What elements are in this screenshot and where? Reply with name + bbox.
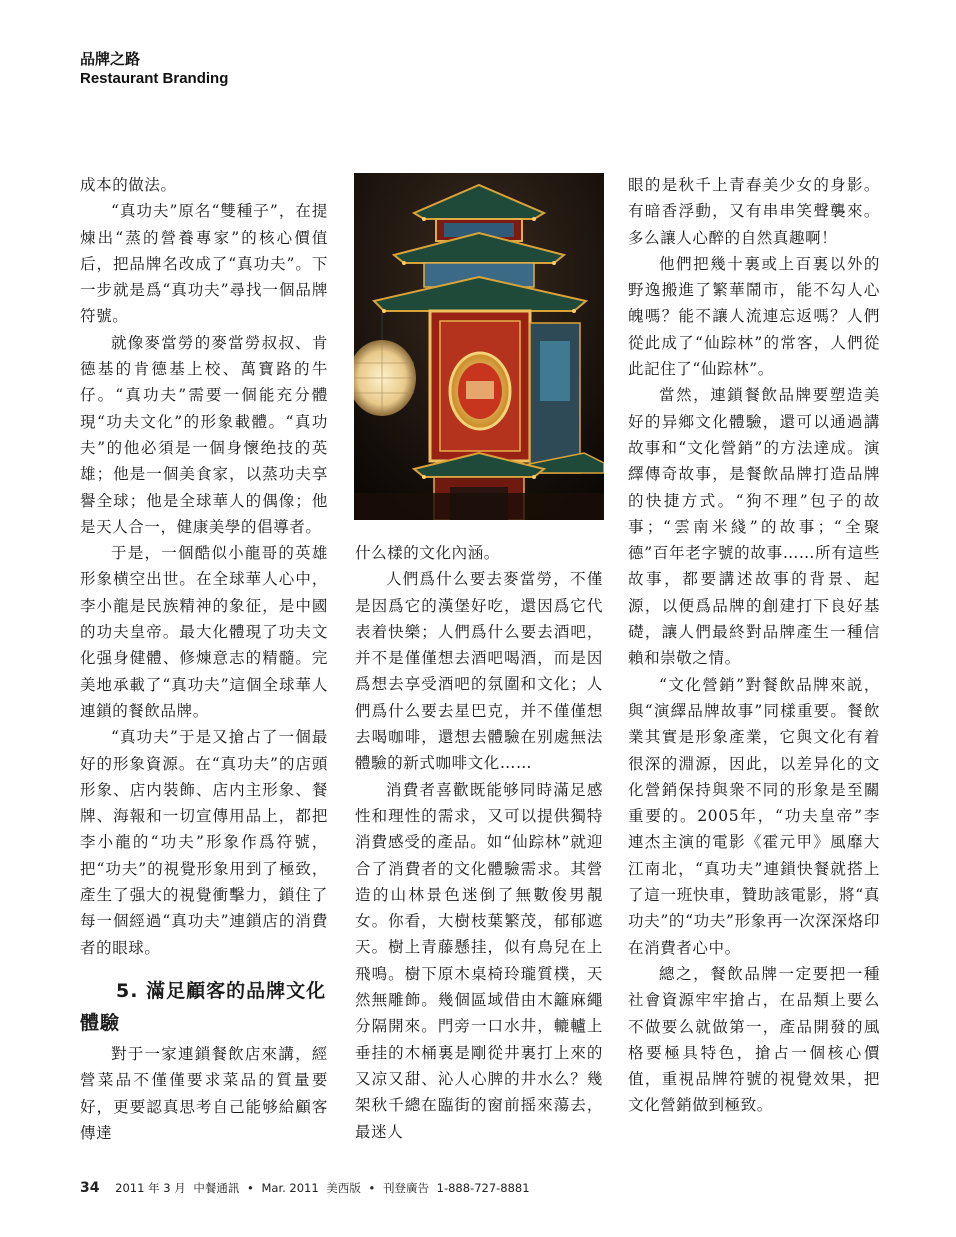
section-title-cn: 品牌之路 xyxy=(80,50,141,68)
pagoda-photo xyxy=(354,173,604,520)
paragraph: 消費者喜歡既能够同時滿足感性和理性的需求，又可以提供獨特消費感受的產品。如“仙踪林”就迎合了消費者的文化體驗需求。其營造的山林景色迷倒了無數俊男靚女。你看，大樹枝葉繁茂，郁郁遮天。樹上青藤懸挂，似有鳥兒在上飛鳴。樹下原木桌椅玲瓏質樸，天然無雕飾。幾個區域借由木籬麻繩分隔開來。門旁一口水井，轆轤上垂挂的木桶裏是剛從井裏打上來的又凉又甜、沁人心脾的井水么？幾架秋千總在臨街的窗前摇來蕩去，最迷人 xyxy=(355,780,603,1141)
footer-separator: • xyxy=(368,1181,376,1195)
paragraph: 他們把幾十裏或上百裏以外的野逸搬進了繁華鬧市，能不勾人心魄嗎？能不讓人流連忘返嗎？人們從此成了“仙踪林”的常客，人們從此記住了“仙踪林”。 xyxy=(628,254,880,379)
paragraph: 眼的是秋千上青春美少女的身影。有暗香浮動，又有串串笑聲襲來。多么讓人心醉的自然真趣啊！ xyxy=(628,176,880,247)
footer-phone: 1-888-727-8881 xyxy=(436,1181,530,1195)
footer-date-cn: 2011 年 3 月 xyxy=(115,1181,186,1195)
paragraph: “真功夫”原名“雙種子”，在提煉出“蒸的營養專家”的核心價值后，把品牌名改成了“真功夫”。下一步就是爲“真功夫”尋找一個品牌符號。 xyxy=(80,202,328,326)
pagoda-illustration xyxy=(354,173,604,520)
section-heading-text: 滿足顧客的品牌文化體驗 xyxy=(80,979,327,1034)
paragraph: 就像麥當勞的麥當勞叔叔、肯德基的肯德基上校、萬寶路的牛仔。“真功夫”需要一個能充分體現“功夫文化”的形象載體。“真功夫”的他必須是一個身懷绝技的英雄；他是一個美食家，以蒸功夫享譽全球；他是全球華人的偶像；他是天人合一，健康美學的倡導者。 xyxy=(80,333,328,536)
page-number: 34 xyxy=(80,1180,100,1196)
footer-ad-label: 刊登廣告 xyxy=(382,1181,429,1195)
text-column-2 xyxy=(355,540,603,1145)
footer-separator: • xyxy=(247,1181,254,1195)
footer-date-en: Mar. 2011 xyxy=(261,1181,319,1195)
section-title-en: Restaurant Branding xyxy=(80,70,229,87)
paragraph: 于是，一個酷似小龍哥的英雄形象横空出世。在全球華人心中，李小龍是民族精神的象征，是中國的功夫皇帝。最大化體現了功夫文化强身健體、修煉意志的精髓。完美地承載了“真功夫”這個全球華人連鎖的餐飲品牌。 xyxy=(80,544,328,720)
paragraph: 總之，餐飲品牌一定要把一種社會資源牢牢搶占，在品類上要么不做要么就做第一，產品開發的風格要極具特色，搶占一個核心價值，重視品牌符號的視覺效果，把文化營銷做到極致。 xyxy=(628,964,880,1115)
text-column-3 xyxy=(628,172,880,1119)
paragraph: 什么樣的文化內涵。 xyxy=(355,544,500,562)
section-heading xyxy=(80,975,328,1039)
paragraph: “真功夫”于是又搶占了一個最好的形象資源。在“真功夫”的店頭形象、店内裝飾、店内主形象、餐牌、海報和一切宣傳用品上，都把李小龍的“功夫”形象作爲符號，把“功夫”的視覺形象用到了極致，產生了强大的視覺衝擊力，鎖住了每一個經過“真功夫”連鎖店的消費者的眼球。 xyxy=(80,728,328,957)
paragraph: 人們爲什么要去麥當勞，不僅是因爲它的漢堡好吃，還因爲它代表着快樂；人們爲什么要去酒吧，并不是僅僅想去酒吧喝酒，而是因爲想去享受酒吧的氛圍和文化；人們爲什么要去星巴克，并不僅僅想去喝咖啡，還想去體驗在别處無法體驗的新式咖啡文化…… xyxy=(355,570,603,773)
text-column-1 xyxy=(80,172,328,1146)
section-number: 5. xyxy=(116,979,139,1002)
footer-edition: 美西版 xyxy=(326,1181,361,1195)
paragraph: “文化營銷”對餐飲品牌來説，與“演繹品牌故事”同樣重要。餐飲業其實是形象產業，它與文化有着很深的淵源，因此，以差异化的文化營銷保持與衆不同的形象是至關重要的。2005年，“功夫皇帝”李連杰主演的電影《霍元甲》風靡大江南北，“真功夫”連鎖快餐就搭上了這一班快車，贊助該電影，將“真功夫”的“功夫”形象再一次深深烙印在消費者心中。 xyxy=(628,675,880,957)
paragraph: 當然，連鎖餐飲品牌要塑造美好的异鄉文化體驗，還可以通過講故事和“文化營銷”的方法達成。演繹傳奇故事，是餐飲品牌打造品牌的快捷方式。“狗不理”包子的故事；“雲南米綫”的故事；“全聚德”百年老字號的故事……所有這些故事，都要講述故事的背景、起源，以便爲品牌的創建打下良好基礎，讓人們最終對品牌產生一種信賴和崇敬之情。 xyxy=(628,386,880,668)
paragraph: 對于一家連鎖餐飲店來講，經營菜品不僅僅要求菜品的質量要好，更要認真思考自己能够給顧客傳達 xyxy=(80,1044,328,1142)
section-header xyxy=(80,50,228,88)
footer-publication: 中餐通訊 xyxy=(193,1181,240,1195)
page-footer xyxy=(80,1180,534,1196)
paragraph: 成本的做法。 xyxy=(80,176,177,194)
